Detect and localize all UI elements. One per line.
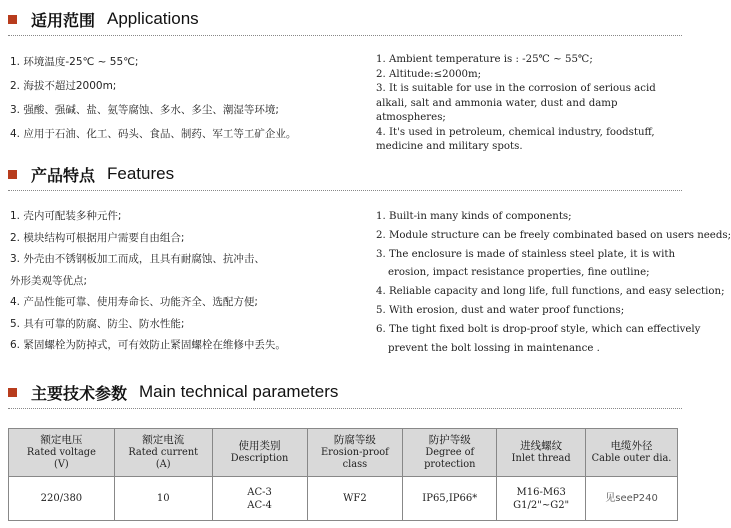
cell-cable-outer-dia: 见seeP240: [586, 477, 678, 521]
features-cn-list: [10, 206, 340, 357]
header-rated-current: 额定电流 Rated current (A): [114, 429, 212, 477]
list-item: 1. Ambient temperature is : -25℃ ~ 55℃;: [376, 54, 593, 65]
list-item: 5. 具有可靠的防腐、防尘、防水性能;: [10, 317, 185, 330]
cell-rated-voltage: 220/380: [9, 477, 115, 521]
header-description: 使用类别 Description: [212, 429, 307, 477]
list-item: 1. 环境温度-25℃ ~ 55℃;: [10, 56, 139, 68]
cell-inlet-thread: M16-M63 G1/2"~G2": [497, 477, 586, 521]
applications-header: [8, 8, 199, 30]
applications-divider: [8, 35, 682, 36]
parameters-divider: [8, 408, 682, 409]
features-title-en: Features: [107, 164, 175, 183]
list-item: erosion, impact resistance properties, fine outline;: [388, 267, 650, 279]
cell-erosion-proof-class: WF2: [307, 477, 403, 521]
section-marker-icon: [8, 170, 17, 179]
features-en-list: [376, 208, 731, 358]
applications-cn-list: [10, 50, 340, 146]
section-marker-icon: [8, 15, 17, 24]
list-item: prevent the bolt lossing in maintenance .: [388, 342, 600, 354]
list-item: 6. 紧固螺栓为防掉式，可有效防止紧固螺栓在维修中丢失。: [10, 339, 286, 351]
list-item: 3. 外壳由不锈钢板加工而成，且具有耐腐蚀、抗冲击、: [10, 253, 265, 265]
header-inlet-thread: 进线螺纹 Inlet thread: [497, 429, 586, 477]
list-item: 1. Built-in many kinds of components;: [376, 211, 572, 222]
table-row: [9, 477, 678, 521]
cell-description: AC-3 AC-4: [212, 477, 307, 521]
list-item: 3. It is suitable for use in the corrosion of serious acid alkali, salt and ammonia water, dust and damp atmospheres;: [376, 83, 656, 123]
list-item: 2. 模块结构可根据用户需要自由组合;: [10, 231, 185, 244]
list-item: 4. It's used in petroleum, chemical industry, foodstuff, medicine and military spots.: [376, 126, 655, 152]
list-item: 2. Module structure can be freely combinated based on users needs;: [376, 229, 731, 241]
list-item: 外形美观等优点;: [10, 274, 88, 287]
list-item: 4. 应用于石油、化工、码头、食品、制药、军工等工矿企业。: [10, 128, 297, 140]
parameters-title-en: Main technical parameters: [139, 382, 339, 401]
list-item: 3. The enclosure is made of stainless steel plate, it is with: [376, 248, 676, 260]
applications-title-en: Applications: [107, 9, 199, 28]
list-item: 2. Altitude:≤2000m;: [376, 68, 482, 80]
parameters-header: [8, 381, 338, 403]
header-rated-voltage: 额定电压 Rated voltage (V): [9, 429, 115, 477]
list-item: 5. With erosion, dust and water proof functions;: [376, 304, 625, 316]
section-marker-icon: [8, 388, 17, 397]
list-item: 4. Reliable capacity and long life, full functions, and easy selection;: [376, 286, 725, 298]
features-divider: [8, 190, 682, 191]
list-item: 3. 强酸、强碱、盐、氨等腐蚀、多水、多尘、潮湿等环境;: [10, 104, 279, 116]
cell-rated-current: 10: [114, 477, 212, 521]
list-item: 1. 壳内可配装多种元件;: [10, 210, 122, 222]
header-cable-outer-dia: 电缆外径 Cable outer dia.: [586, 429, 678, 477]
table-header-row: [9, 429, 678, 477]
cell-degree-of-protection: IP65,IP66*: [403, 477, 497, 521]
list-item: 6. The tight fixed bolt is drop-proof style, which can effectively: [376, 323, 701, 335]
list-item: 4. 产品性能可靠、使用寿命长、功能齐全、选配方便;: [10, 296, 258, 308]
applications-title-cn: 适用范围: [31, 10, 96, 30]
features-header: [8, 163, 174, 185]
list-item: 2. 海拔不超过2000m;: [10, 80, 117, 92]
header-erosion-proof-class: 防腐等级 Erosion-proof class: [307, 429, 403, 477]
applications-en-list: [376, 53, 686, 155]
header-degree-of-protection: 防护等级 Degree of protection: [403, 429, 497, 477]
features-title-cn: 产品特点: [31, 165, 96, 185]
parameters-title-cn: 主要技术参数: [31, 383, 128, 403]
parameters-table: [8, 428, 678, 521]
